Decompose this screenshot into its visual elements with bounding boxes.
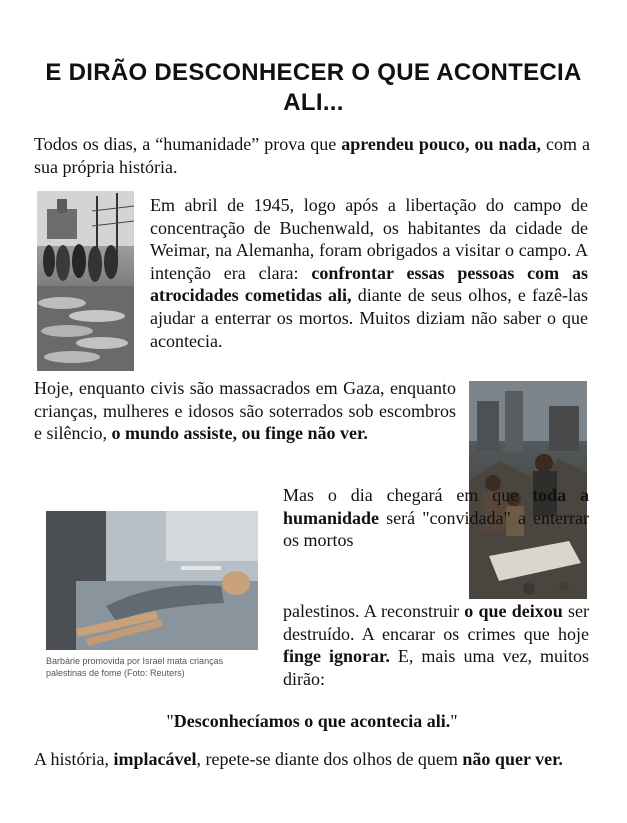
page-title: E DIRÃO DESCONHECER O QUE ACONTECIA ALI... [45, 59, 582, 116]
future-paragraph [283, 484, 589, 552]
intro-text-1: Todos os dias, a “humanidade” prova que [34, 134, 342, 154]
closing-bold-1: implacável [113, 749, 197, 769]
future-bold-2: o que deixou [464, 601, 563, 621]
future-text-5: E, mais uma vez, muitos dirão: [283, 646, 589, 689]
future-bold-1: toda a humanidade [283, 485, 589, 528]
closing-text-2: , repete-se diante dos olhos de quem [196, 749, 463, 769]
child-hospital-photo [46, 511, 258, 650]
gaza-text-1: Hoje, enquanto civis são massacrados em Gaza, enquanto crianças, mulheres e idosos são soterrados sob escombros e silêncio, [34, 378, 456, 444]
gaza-bold: o mundo assiste, ou finge não ver. [111, 423, 368, 444]
quote-line [34, 710, 590, 733]
photo-caption: Barbárie promovida por Israel mata crianças palestinas de fome (Foto: Reuters) [46, 656, 224, 678]
buchenwald-photo-illustration [37, 191, 134, 371]
future-text-4: ser destruído. A encarar os crimes que hoje [283, 601, 589, 644]
intro-text-2: com a sua própria história. [34, 134, 591, 177]
future-bold-3: finge ignorar. [283, 646, 390, 667]
buchenwald-photo [37, 191, 134, 371]
history-text-1: Em abril de 1945, logo após a libertação do campo de concentração de Buchenwald, os habitantes da cidade de Weimar, na Alemanha, foram obrigados a visitar o campo. A intenção era clara: [150, 195, 588, 283]
future-text-1: Mas o dia chegará em que [283, 485, 533, 505]
intro-paragraph [34, 133, 590, 178]
gaza-paragraph [34, 377, 456, 445]
future-text-3: palestinos. A reconstruir [283, 601, 465, 621]
future-text-2: será "convidada" a enterrar os mortos [283, 507, 589, 551]
future-paragraph-continued [283, 600, 589, 690]
intro-bold: aprendeu pouco, ou nada, [341, 134, 541, 154]
history-text-2: diante de seus olhos, e fazê-las ajudar a enterrar os mortos. Muitos diziam não saber o que acontecia. [150, 285, 588, 351]
quote-close-mark: " [450, 711, 458, 731]
quote-bold: Desconhecíamos o que acontecia ali. [173, 711, 451, 731]
closing-text-1: A história, [34, 749, 114, 769]
closing-bold-2: não quer ver. [462, 749, 563, 769]
closing-paragraph [34, 748, 590, 771]
quote-open-mark: " [166, 711, 174, 731]
history-paragraph [150, 194, 588, 352]
child-photo-illustration [46, 511, 258, 650]
history-bold: confrontar essas pessoas com as atrocidades cometidas ali, [150, 262, 588, 306]
